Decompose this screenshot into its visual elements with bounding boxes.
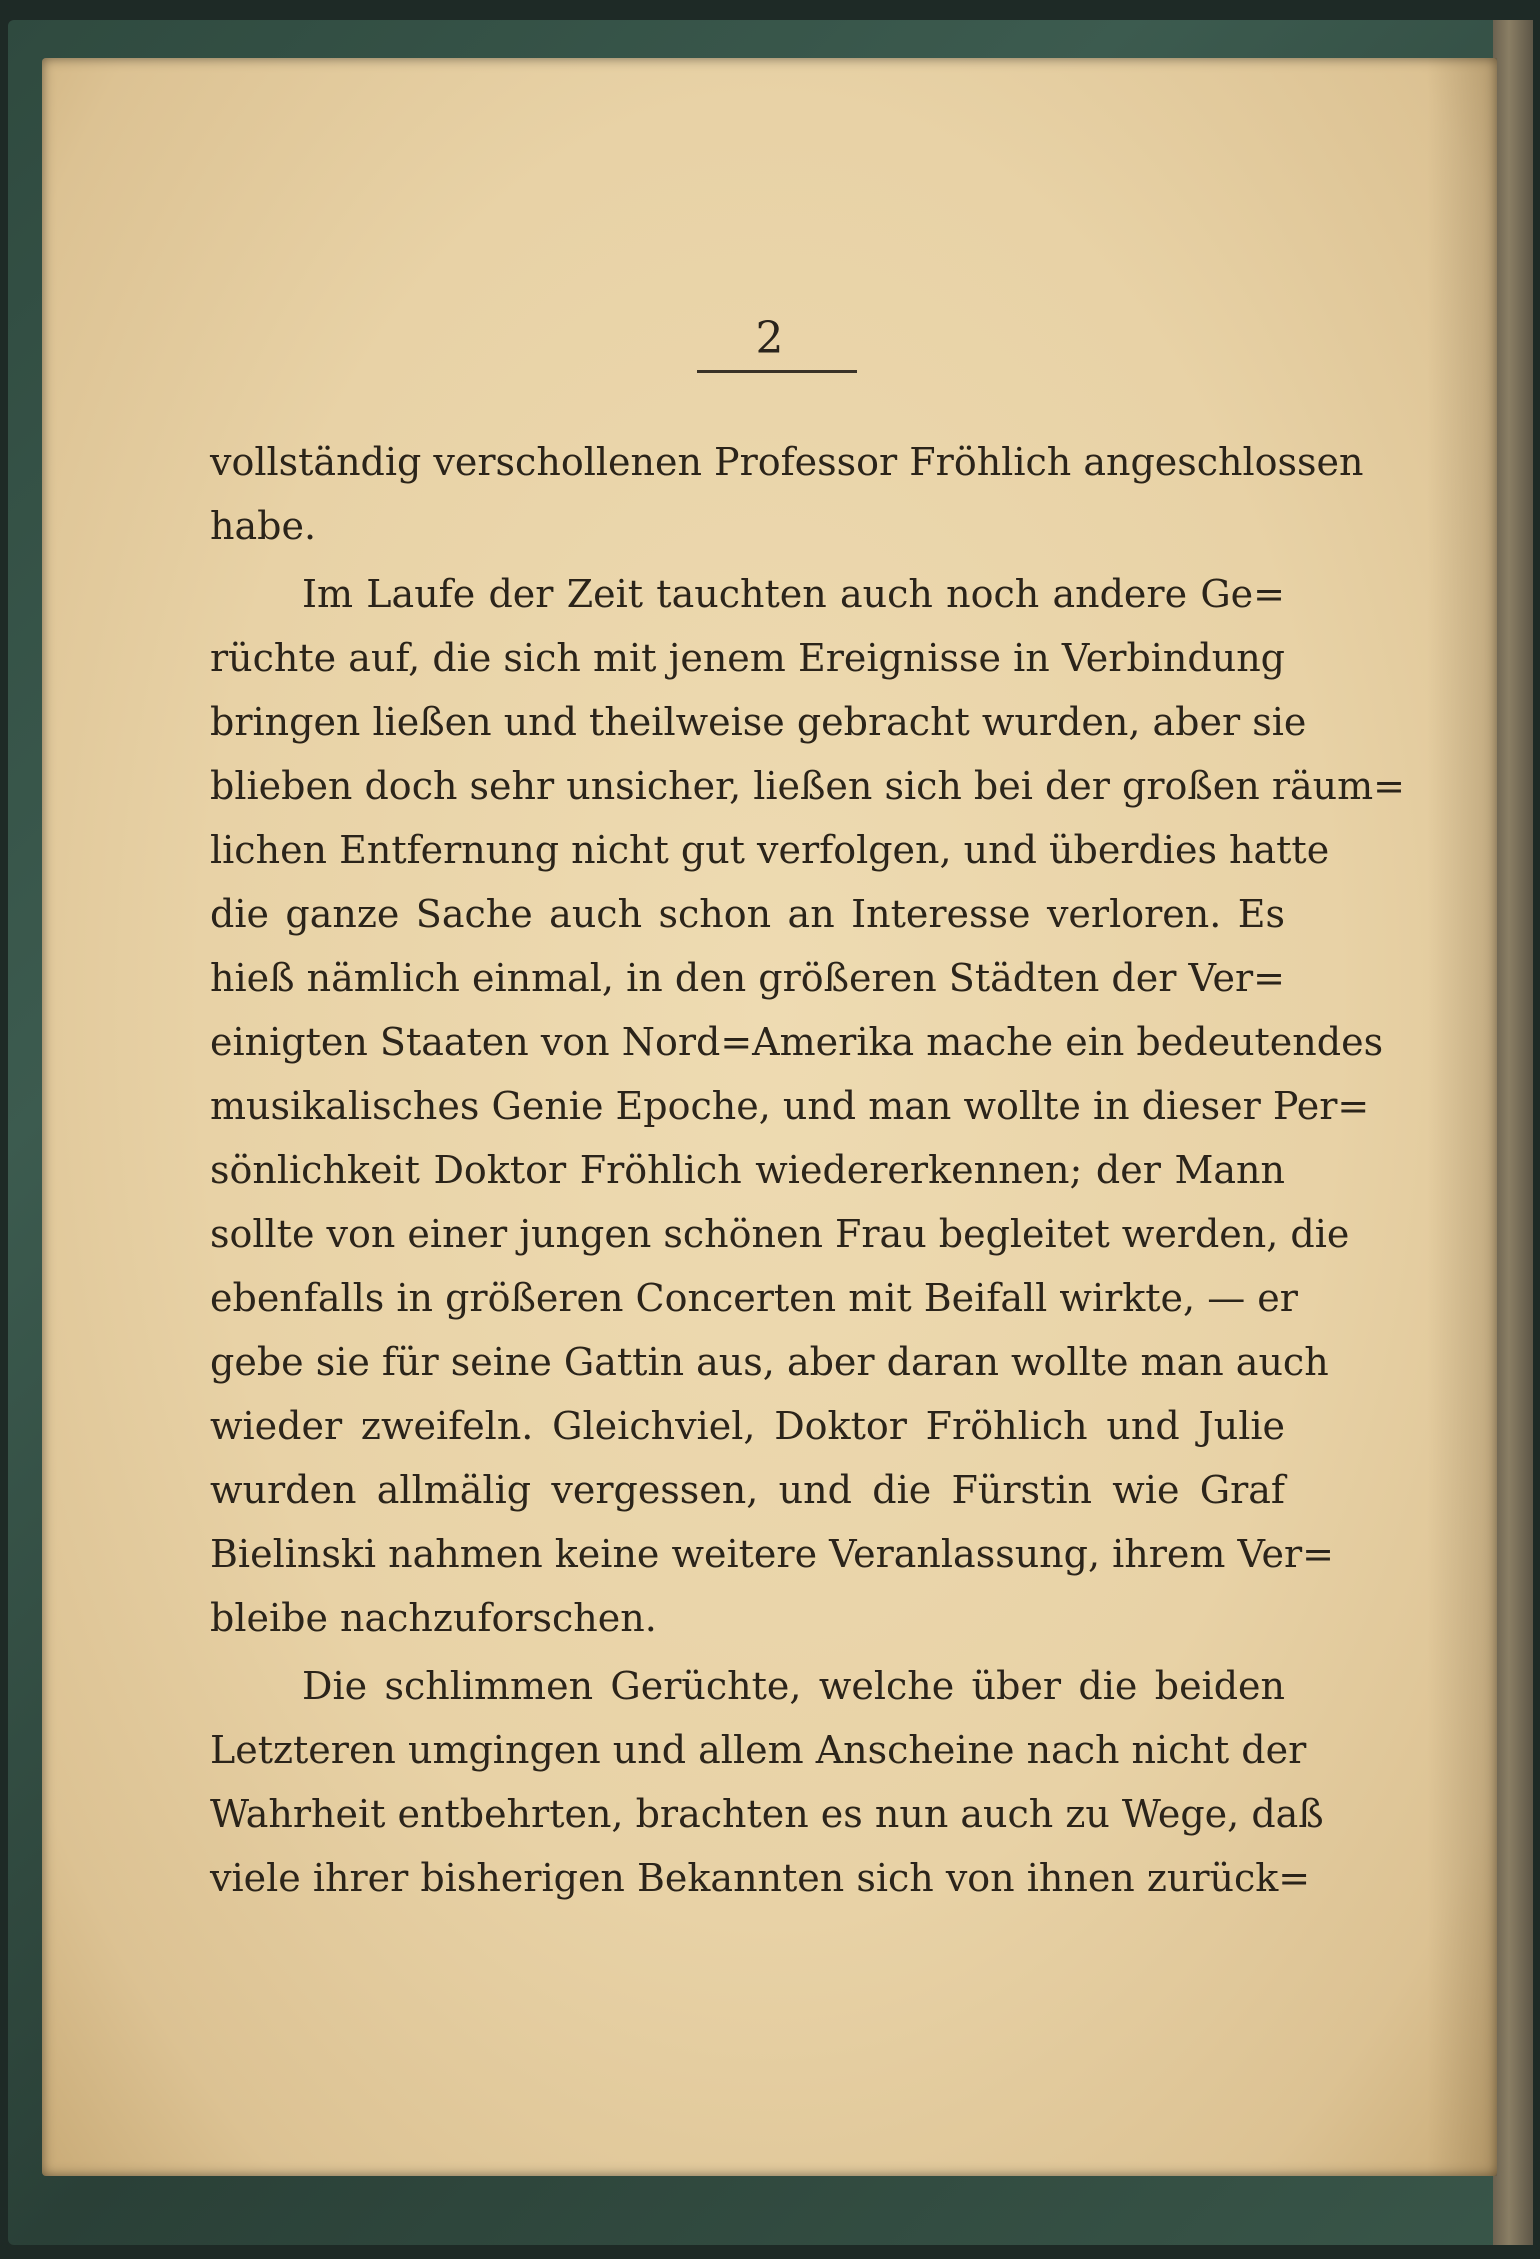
header-rule xyxy=(697,370,857,373)
body-text xyxy=(210,430,1405,1910)
book-edge xyxy=(1493,20,1533,2245)
text-line: sollte von einer jungen schönen Frau begleitet werden, die xyxy=(210,1212,1350,1256)
text-line: sönlichkeit Doktor Fröhlich wiedererkennen; der Mann xyxy=(210,1148,1285,1192)
text-line: wurden allmälig vergessen, und die Fürstin wie Graf xyxy=(210,1468,1285,1512)
text-line: gebe sie für seine Gattin aus, aber daran wollte man auch xyxy=(210,1340,1329,1384)
text-line: musikalisches Genie Epoche, und man wollte in dieser Per= xyxy=(210,1084,1370,1128)
text-line: einigten Staaten von Nord=Amerika mache ein bedeutendes xyxy=(210,1020,1384,1064)
text-line: die ganze Sache auch schon an Interesse verloren. Es xyxy=(210,892,1285,936)
text-line: wieder zweifeln. Gleichviel, Doktor Fröhlich und Julie xyxy=(210,1404,1285,1448)
text-line: lichen Entfernung nicht gut verfolgen, und überdies hatte xyxy=(210,828,1330,872)
text-line: vollständig verschollenen Professor Fröhlich angeschlossen xyxy=(210,440,1364,484)
text-line: Bielinski nahmen keine weitere Veranlassung, ihrem Ver= xyxy=(210,1532,1334,1576)
page-shadow xyxy=(1427,58,1497,2176)
text-line: Wahrheit entbehrten, brachten es nun auch zu Wege, daß xyxy=(210,1792,1324,1836)
text-line: bleibe nachzuforschen. xyxy=(210,1596,657,1640)
text-line: Letzteren umgingen und allem Anscheine nach nicht der xyxy=(210,1728,1307,1772)
text-line: Die schlimmen Gerüchte, welche über die beiden xyxy=(302,1664,1285,1708)
text-line: bringen ließen und theilweise gebracht wurden, aber sie xyxy=(210,700,1307,744)
text-line: viele ihrer bisherigen Bekannten sich von ihnen zurück= xyxy=(210,1856,1311,1900)
page-number: 2 xyxy=(755,313,784,364)
text-line: Im Laufe der Zeit tauchten auch noch andere Ge= xyxy=(302,572,1285,616)
text-line: hieß nämlich einmal, in den größeren Städten der Ver= xyxy=(210,956,1285,1000)
text-line: rüchte auf, die sich mit jenem Ereignisse in Verbindung xyxy=(210,636,1285,680)
text-line: habe. xyxy=(210,504,317,548)
text-line: blieben doch sehr unsicher, ließen sich bei der großen räum= xyxy=(210,764,1405,808)
text-line: ebenfalls in größeren Concerten mit Beifall wirkte, — er xyxy=(210,1276,1298,1320)
